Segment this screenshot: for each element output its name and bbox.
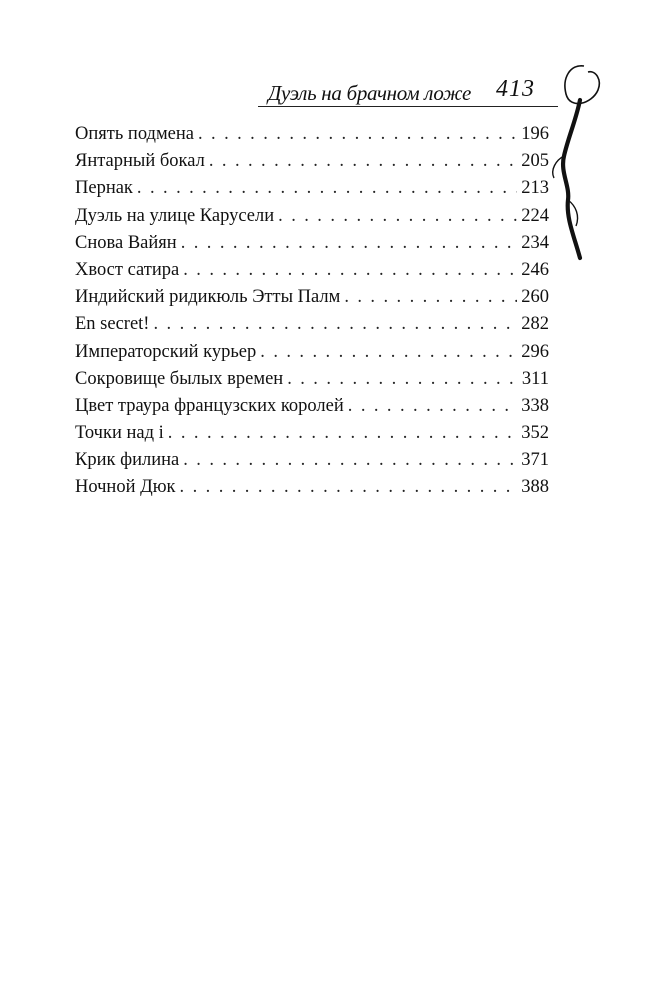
toc-entry-title: Ночной Дюк (75, 477, 176, 498)
toc-leader-dots (209, 151, 517, 172)
toc-leader-dots (181, 233, 518, 254)
toc-entry[interactable] (75, 342, 549, 369)
toc-entry-title: Крик филина (75, 450, 180, 471)
toc-entry-page: 311 (521, 368, 549, 389)
toc-entry[interactable] (75, 477, 549, 504)
toc-leader-dots (198, 124, 517, 145)
toc-leader-dots (153, 314, 517, 335)
toc-leader-dots (168, 423, 517, 444)
toc-entry-page: 260 (521, 287, 549, 308)
toc-leader-dots (183, 260, 517, 281)
toc-entry-title: Пернак (75, 178, 133, 199)
toc-entry[interactable] (75, 151, 549, 178)
toc-entry[interactable] (75, 314, 549, 341)
toc-entry[interactable] (75, 423, 549, 450)
toc-entry-title: En secret! (75, 314, 150, 335)
toc-entry-title: Индийский ридикюль Этты Палм (75, 287, 341, 308)
toc-entry-page: 246 (521, 259, 549, 280)
page-number: 413 (496, 76, 535, 102)
toc-entry[interactable] (75, 396, 549, 423)
toc-entry-page: 282 (521, 314, 549, 335)
toc-entry-page: 296 (521, 341, 549, 362)
toc-entry-title: Императорский курьер (75, 341, 257, 362)
toc-entry-page: 196 (521, 124, 549, 144)
toc-entry-title: Сокровище былых времен (75, 368, 284, 389)
toc-leader-dots (287, 369, 518, 390)
toc-entry-title: Опять подмена (75, 124, 194, 144)
toc-entry-title: Снова Вайян (75, 232, 177, 253)
toc-entry-page: 371 (521, 450, 549, 471)
toc-entry-page: 234 (521, 232, 549, 253)
toc-entry[interactable] (75, 260, 549, 287)
toc-leader-dots (137, 178, 517, 199)
toc-entry-page: 205 (521, 151, 549, 172)
toc-entry-title: Хвост сатира (75, 259, 180, 280)
toc-entry-page: 388 (521, 477, 549, 498)
toc-entry-page: 224 (521, 205, 549, 226)
toc-entry-title: Янтарный бокал (75, 151, 205, 172)
toc-leader-dots (180, 477, 518, 498)
toc-entry-title: Цвет траура французских королей (75, 395, 344, 416)
running-header-title: Дуэль на брачном ложе (268, 81, 472, 105)
decorative-flourish-icon (540, 60, 610, 270)
toc-entry[interactable] (75, 450, 549, 477)
toc-entry[interactable] (75, 369, 549, 396)
toc-leader-dots (348, 396, 517, 417)
running-header (258, 74, 546, 108)
toc-leader-dots (260, 342, 517, 363)
toc-entry[interactable] (75, 233, 549, 260)
toc-entry-title: Точки над i (75, 423, 164, 444)
header-rule (258, 106, 558, 107)
toc-entry-page: 338 (521, 395, 549, 416)
toc-entry[interactable] (75, 178, 549, 205)
toc-entry-title: Дуэль на улице Карусели (75, 205, 275, 226)
toc-leader-dots (278, 206, 517, 227)
table-of-contents (75, 124, 549, 505)
toc-entry[interactable] (75, 124, 549, 151)
toc-leader-dots (183, 450, 517, 471)
toc-leader-dots (344, 287, 517, 308)
toc-entry[interactable] (75, 206, 549, 233)
toc-entry[interactable] (75, 287, 549, 314)
toc-entry-page: 352 (521, 423, 549, 444)
toc-entry-page: 213 (521, 178, 549, 199)
